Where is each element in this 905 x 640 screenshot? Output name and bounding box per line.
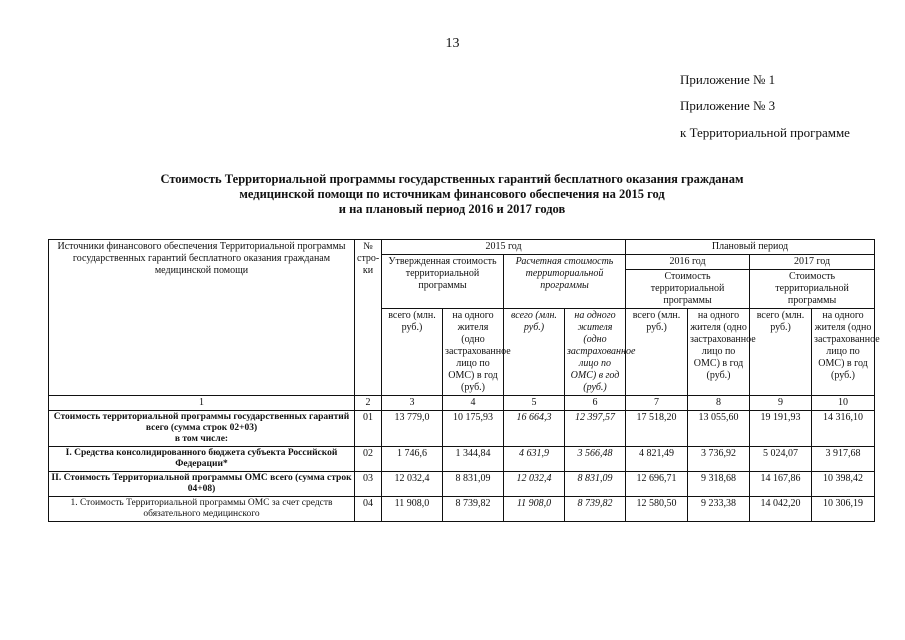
cell-value: 10 175,93 — [443, 411, 504, 447]
header-cost-2016: Стоимость территориальной программы — [626, 270, 750, 309]
column-number: 7 — [626, 396, 688, 411]
header-per-insured-2016: на одного жителя (одно застрахованное лицо по ОМС) в год (руб.) — [688, 309, 750, 396]
row-number: 01 — [355, 411, 382, 447]
column-number: 5 — [504, 396, 565, 411]
header-per-insured-2017: на одного жителя (одно застрахованное лицо по ОМС) в год (руб.) — [812, 309, 875, 396]
header-per-insured: на одного жителя (одно застрахованное лицо по ОМС) в год (руб.) — [443, 309, 504, 396]
title-line-3: и на плановый период 2016 и 2017 годов — [338, 202, 566, 216]
row-label-extra: в том числе: — [174, 434, 229, 444]
header-year-2017: 2017 год — [750, 255, 875, 270]
cell-value: 13 779,0 — [382, 411, 443, 447]
cell-value: 14 167,86 — [750, 472, 812, 497]
title-line-2: медицинской помощи по источникам финансового обеспечения на 2015 год — [239, 187, 665, 201]
header-row-1 — [49, 240, 875, 255]
row-label-text: Стоимость территориальной программы государственных гарантий всего (сумма строк 02+03) — [53, 412, 350, 433]
row-label: II. Стоимость Территориальной программы ОМС всего (сумма строк 04+08) — [49, 472, 355, 497]
cell-value: 11 908,0 — [504, 497, 565, 522]
cell-value: 3 736,92 — [688, 447, 750, 472]
cell-value: 14 042,20 — [750, 497, 812, 522]
cell-value: 1 344,84 — [443, 447, 504, 472]
cell-value: 10 306,19 — [812, 497, 875, 522]
column-number: 6 — [565, 396, 626, 411]
cell-value: 17 518,20 — [626, 411, 688, 447]
header-cost-2017: Стоимость территориальной программы — [750, 270, 875, 309]
cell-value: 9 318,68 — [688, 472, 750, 497]
title-line-1: Стоимость Территориальной программы государственных гарантий бесплатного оказания гражданам — [160, 172, 744, 186]
annex-line-1: Приложение № 1 — [680, 72, 776, 87]
header-calc-per-insured: на одного жителя (одно застрахованное лицо по ОМС) в год (руб.) — [565, 309, 626, 396]
row-label: I. Средства консолидированного бюджета субъекта Российской Федерации* — [49, 447, 355, 472]
table-row — [49, 497, 875, 522]
row-number: 02 — [355, 447, 382, 472]
cell-value: 12 032,4 — [382, 472, 443, 497]
cell-value: 8 739,82 — [443, 497, 504, 522]
column-number: 9 — [750, 396, 812, 411]
cell-value: 8 831,09 — [565, 472, 626, 497]
table-row — [49, 447, 875, 472]
header-calc-total-mln: всего (млн. руб.) — [504, 309, 565, 396]
cell-value: 1 746,6 — [382, 447, 443, 472]
row-number: 03 — [355, 472, 382, 497]
header-total-mln-2017: всего (млн. руб.) — [750, 309, 812, 396]
header-year-2016: 2016 год — [626, 255, 750, 270]
financing-table — [48, 239, 880, 522]
column-number: 3 — [382, 396, 443, 411]
cell-value: 4 821,49 — [626, 447, 688, 472]
cell-value: 10 398,42 — [812, 472, 875, 497]
page-number: 13 — [445, 36, 460, 51]
table-row — [49, 472, 875, 497]
annex-line-2: Приложение № 3 — [680, 98, 776, 113]
header-year-2015: 2015 год — [382, 240, 626, 255]
column-number: 1 — [49, 396, 355, 411]
column-number: 4 — [443, 396, 504, 411]
cell-value: 13 055,60 — [688, 411, 750, 447]
cell-value: 16 664,3 — [504, 411, 565, 447]
cell-value: 9 233,38 — [688, 497, 750, 522]
cell-value: 3 566,48 — [565, 447, 626, 472]
cell-value: 12 696,71 — [626, 472, 688, 497]
header-total-mln: всего (млн. руб.) — [382, 309, 443, 396]
cell-value: 4 631,9 — [504, 447, 565, 472]
column-number: 8 — [688, 396, 750, 411]
row-label — [49, 411, 355, 447]
header-source: Источники финансового обеспечения Территориальной программы государственных гарантий бесплатного оказания гражданам медицинской помощи — [49, 240, 355, 396]
cell-value: 8 831,09 — [443, 472, 504, 497]
header-plan-period: Плановый период — [626, 240, 875, 255]
cell-value: 5 024,07 — [750, 447, 812, 472]
cell-value: 12 032,4 — [504, 472, 565, 497]
cell-value: 11 908,0 — [382, 497, 443, 522]
header-row-no: № стро-ки — [355, 240, 382, 396]
cell-value: 12 580,50 — [626, 497, 688, 522]
column-number-row — [49, 396, 875, 411]
cell-value: 14 316,10 — [812, 411, 875, 447]
document-title — [92, 172, 812, 217]
cell-value: 19 191,93 — [750, 411, 812, 447]
row-number: 04 — [355, 497, 382, 522]
table-row — [49, 411, 875, 447]
column-number: 2 — [355, 396, 382, 411]
header-calc-cost: Расчетная стоимость территориальной программы — [504, 255, 626, 309]
cell-value: 8 739,82 — [565, 497, 626, 522]
header-total-mln-2016: всего (млн. руб.) — [626, 309, 688, 396]
header-approved-cost: Утвержденная стоимость территориальной программы — [382, 255, 504, 309]
row-label: 1. Стоимость Территориальной программы ОМС за счет средств обязательного медицинского — [49, 497, 355, 522]
cell-value: 3 917,68 — [812, 447, 875, 472]
annex-line-3: к Территориальной программе — [680, 125, 850, 140]
cell-value: 12 397,57 — [565, 411, 626, 447]
column-number: 10 — [812, 396, 875, 411]
